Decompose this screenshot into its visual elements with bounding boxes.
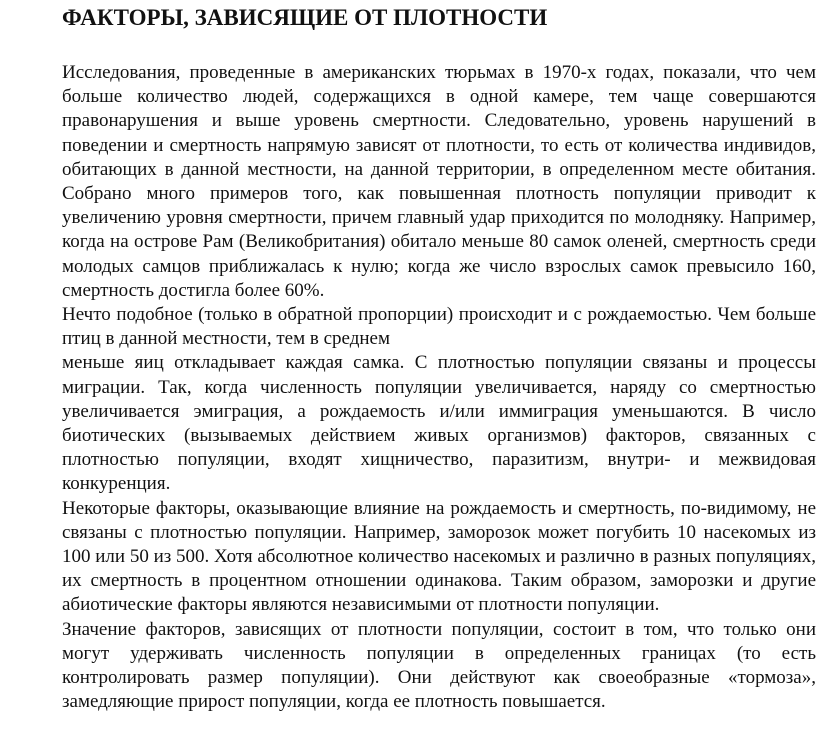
paragraph-birth-rate: Нечто подобное (только в обратной пропорции) происходит и с рождаемостью. Чем больше птиц в данной местности, тем в среднем xyxy=(62,304,816,350)
paragraph-prison-study: Исследования, проведенные в американских тюрьмах в 1970-х годах, показали, что чем больше количество людей, содержащихся в одной камере, тем чаще совершаются правонарушения и выше уровень смертности. Следовательно, уровень нарушений в поведении и смертность напрямую зависят от плотности, то есть от количества индивидов, обитающих в данной местности, на данной территории, в определенном месте обитания. Собрано много примеров того, как повышенная плотность популяции приводит к увеличению уровня смертности, причем главный удар приходится по молодняку. Например, когда на острове Рам (Великобритания) обитало меньше 80 самок оленей, смертность среди молодых самцов приближалась к нулю; когда же число взрослых самок превысило 160, смертность достигла более 60%. xyxy=(62,62,816,301)
document-page xyxy=(62,0,816,714)
paragraph-significance: Значение факторов, зависящих от плотности популяции, состоит в том, что только они могут удерживать численность популяции в определенных границах (то есть контролировать размер популяции). Они действуют как своеобразные «тормоза», замедляющие прирост популяции, когда ее плотность повышается. xyxy=(62,618,816,713)
paragraph-density-independent: Некоторые факторы, оказывающие влияние на рождаемость и смертность, по-видимому, не связаны с плотностью популяции. Например, заморозок может погубить 10 насекомых из 100 или 50 из 500. Хотя абсолютное количество насекомых и различно в разных популяциях, их смертность в процентном отношении одинакова. Таким образом, заморозки и другие абиотические факторы являются независимыми от плотности популяции. xyxy=(62,497,816,616)
paragraph-migration: меньше яиц откладывает каждая самка. С плотностью популяции связаны и процессы миграции. Так, когда численность популяции увеличивается, наряду со смертностью увеличивается эмиграция, а рождаемость и/или иммиграция уменьшаются. В число биотических (вызываемых действием живых организмов) факторов, связанных с плотностью популяции, входят хищничество, паразитизм, внутри- и межвидовая конкуренция. xyxy=(62,352,816,495)
document-title: ФАКТОРЫ, ЗАВИСЯЩИЕ ОТ ПЛОТНОСТИ xyxy=(62,5,548,30)
